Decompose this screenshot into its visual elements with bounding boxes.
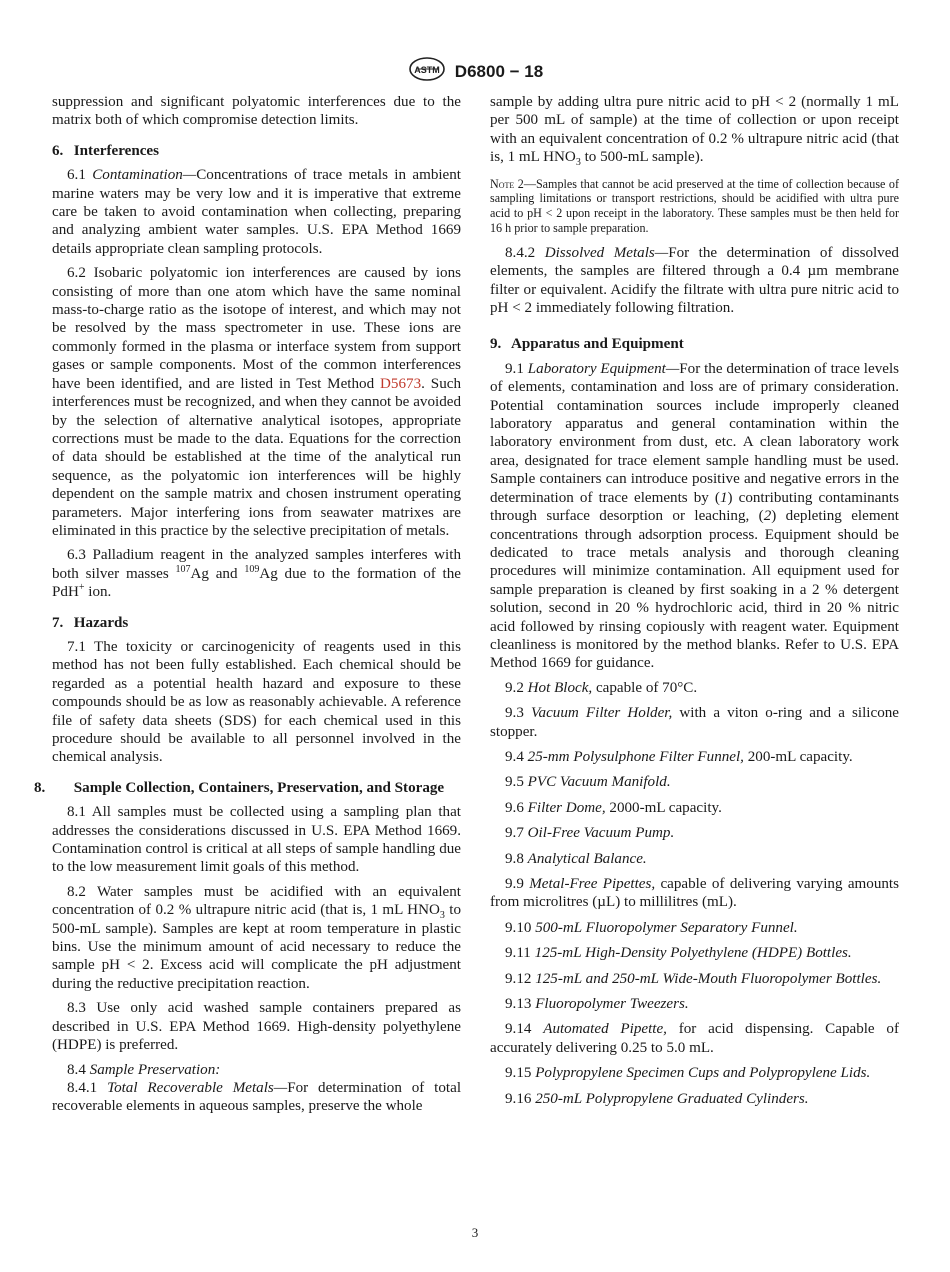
equipment-item: 9.5 PVC Vacuum Manifold.: [505, 774, 671, 791]
note-2: Note 2—Samples that cannot be acid preserved at the time of collection because of sampling limitations or transport restrictions, should be acidified with ultra pure acid to pH < 2 upon receipt in the laboratory. These samples must be then held for 16 h prior to sample preparation.: [490, 176, 899, 236]
para-8-1: 8.1 All samples must be collected using a sampling plan that addresses the considerations discussed in U.S. EPA Method 1669. Contamination control is critical at all steps of sample handling due to the low measurement limit goals of this method.: [52, 804, 461, 876]
intro-continuation: suppression and significant polyatomic interferences due to the matrix both of which compromise detection limits.: [52, 94, 461, 129]
equipment-item: 9.16 250-mL Polypropylene Graduated Cylinders.: [505, 1090, 809, 1107]
equipment-item: 9.12 125-mL and 250-mL Wide-Mouth Fluoropolymer Bottles.: [505, 970, 882, 987]
para-8-4-2: 8.4.2 Dissolved Metals—For the determination of dissolved elements, the samples are filtered through a 0.4 µm membrane filter or equivalent. Acidify the filtrate with ultra pure nitric acid to pH < 2 immediately following filtration.: [490, 244, 899, 317]
equipment-item: 9.15 Polypropylene Specimen Cups and Polypropylene Lids.: [505, 1065, 871, 1082]
section-9-heading: 9. Apparatus and Equipment: [490, 336, 684, 353]
equipment-item: 9.6 Filter Dome, 2000-mL capacity.: [505, 799, 722, 816]
equipment-item: 9.4 25-mm Polysulphone Filter Funnel, 200-mL capacity.: [505, 748, 853, 765]
equipment-item: 9.7 Oil-Free Vacuum Pump.: [505, 825, 675, 842]
para-8-3: 8.3 Use only acid washed sample containers prepared as described in U.S. EPA Method 1669. High-density polyethylene (HDPE) is preferred.: [52, 1000, 461, 1054]
equipment-item: 9.8 Analytical Balance.: [505, 850, 647, 867]
para-8-4-1: 8.4.1 Total Recoverable Metals—For determination of total recoverable elements in aqueous samples, preserve the whole: [52, 1079, 462, 1115]
para-6-3: 6.3 Palladium reagent in the analyzed samples interferes with both silver masses $^{107}$Ag and $^{109}$Ag due to the formation of the PdH+ ion.: [52, 547, 461, 601]
d5673-link[interactable]: D5673: [380, 375, 422, 392]
page-number: 3: [471, 1225, 479, 1240]
equipment-list: [490, 679, 899, 1108]
section-7-heading: 7. Hazards: [52, 614, 129, 631]
astm-logo: [407, 56, 447, 87]
equipment-item: 9.13 Fluoropolymer Tweezers.: [505, 996, 689, 1013]
right-column: [490, 93, 899, 1115]
para-8-4-1-continued: sample by adding ultra pure nitric acid to pH < 2 (normally 1 mL per 500 mL of sample) at the time of collection or upon receipt with an equivalent concentration of 0.2 % ultrapure nitric acid (that is, 1 mL $HNO_3$ to 500-mL sample).: [490, 94, 899, 169]
equipment-item: 9.9 Metal-Free Pipettes, capable of delivering varying amounts from microlitres (µL) to millilitres (mL).: [490, 876, 899, 911]
standard-designation: D6800 − 18: [454, 61, 544, 81]
para-6-2: 6.2 Isobaric polyatomic ion interferences are caused by ions consisting of more than one atom which have the same nominal mass-to-charge ratio as the isotope of interest, and which may not be resolved by the mass spectrometer in use. These ions are commonly formed in the plasma or interface system from support gases or sample components. Most of the common interferences have been identified, and are listed in Test Method D5673. Such interferences must be recognized, and when they cannot be avoided by the selection of alternative analytical isotopes, appropriate corrections must be made to the data. Equations for the correction of data should be established at the time of the analytical run sequence, as the polyatomic ion interferences will be highly dependent on the sample matrix and chosen instrument operating parameters. Major interfering ions from seawater matrixes are eliminated in this practice by the selective precipitation of metals.: [52, 265, 461, 539]
section-8-heading: 8. Sample Collection, Containers, Preservation, and Storage: [34, 779, 445, 796]
para-8-2: 8.2 Water samples must be acidified with an equivalent concentration of 0.2 % ultrapure nitric acid (that is, 1 mL $HNO_3$ to 500-mL sample). Samples are kept at room temperature in plastic bins. Use the minimum amount of acid necessary to reduce the sample pH < 2. Excess acid will complicate the pH adjustment during the reductive precipitation reaction.: [52, 883, 462, 992]
equipment-item: 9.11 125-mL High-Density Polyethylene (HDPE) Bottles.: [505, 945, 852, 962]
section-6-heading: 6. Interferences: [52, 142, 159, 159]
para-6-1: 6.1 Contamination—Concentrations of trace metals in ambient marine waters may be very low and it is imperative that extreme care be taken to avoid contamination when collecting, preparing and analyzing ambient water samples. U.S. EPA Method 1669 details appropriate clean sampling protocols.: [52, 167, 461, 257]
left-column: [34, 93, 462, 1122]
svg-text:ASTM: ASTM: [414, 65, 440, 75]
para-7-1: 7.1 The toxicity or carcinogenicity of reagents used in this method has not been fully established. Each chemical should be regarded as a potential health hazard and exposure to these compounds should be as low as reasonably achievable. A reference file of safety data sheets (SDS) for each chemical used in this procedure should be available to all personnel involved in the chemical analysis.: [52, 638, 461, 766]
para-8-4: 8.4 Sample Preservation:: [67, 1061, 221, 1078]
page-header: [0, 56, 950, 87]
equipment-item: 9.14 Automated Pipette, for acid dispensing. Capable of accurately delivering 0.25 to 5.0 mL.: [490, 1021, 900, 1056]
equipment-item: 9.3 Vacuum Filter Holder, with a viton o-ring and a silicone stopper.: [490, 705, 899, 740]
equipment-item: 9.2 Hot Block, capable of 70°C.: [505, 679, 698, 696]
para-9-1: 9.1 Laboratory Equipment—For the determination of trace levels of elements, contamination and loss are of primary consideration. Potential contamination sources include improperly cleaned laboratory apparatus and general contamination within the laboratory environment from dust, etc. A clean laboratory work area, designated for trace element sample handling must be used. Sample containers can introduce positive and negative errors in the determination of trace elements by (1) contributing contaminants through surface desorption or leaching, (2) depleting element concentrations through adsorption process. Equipment should be dedicated to trace metals analysis and thorough cleaning procedures will minimize contamination. All equipment used for sample preparation is cleaned by first soaking in a 2 % detergent solution, second in 20 % hydrochloric acid, third in 20 % nitric acid followed by rinsing copiously with reagent water. Equipment cleanliness is monitored by the method blanks. Refer to U.S. EPA Method 1669 for guidance.: [490, 360, 900, 672]
equipment-item: 9.10 500-mL Fluoropolymer Separatory Funnel.: [505, 919, 798, 936]
